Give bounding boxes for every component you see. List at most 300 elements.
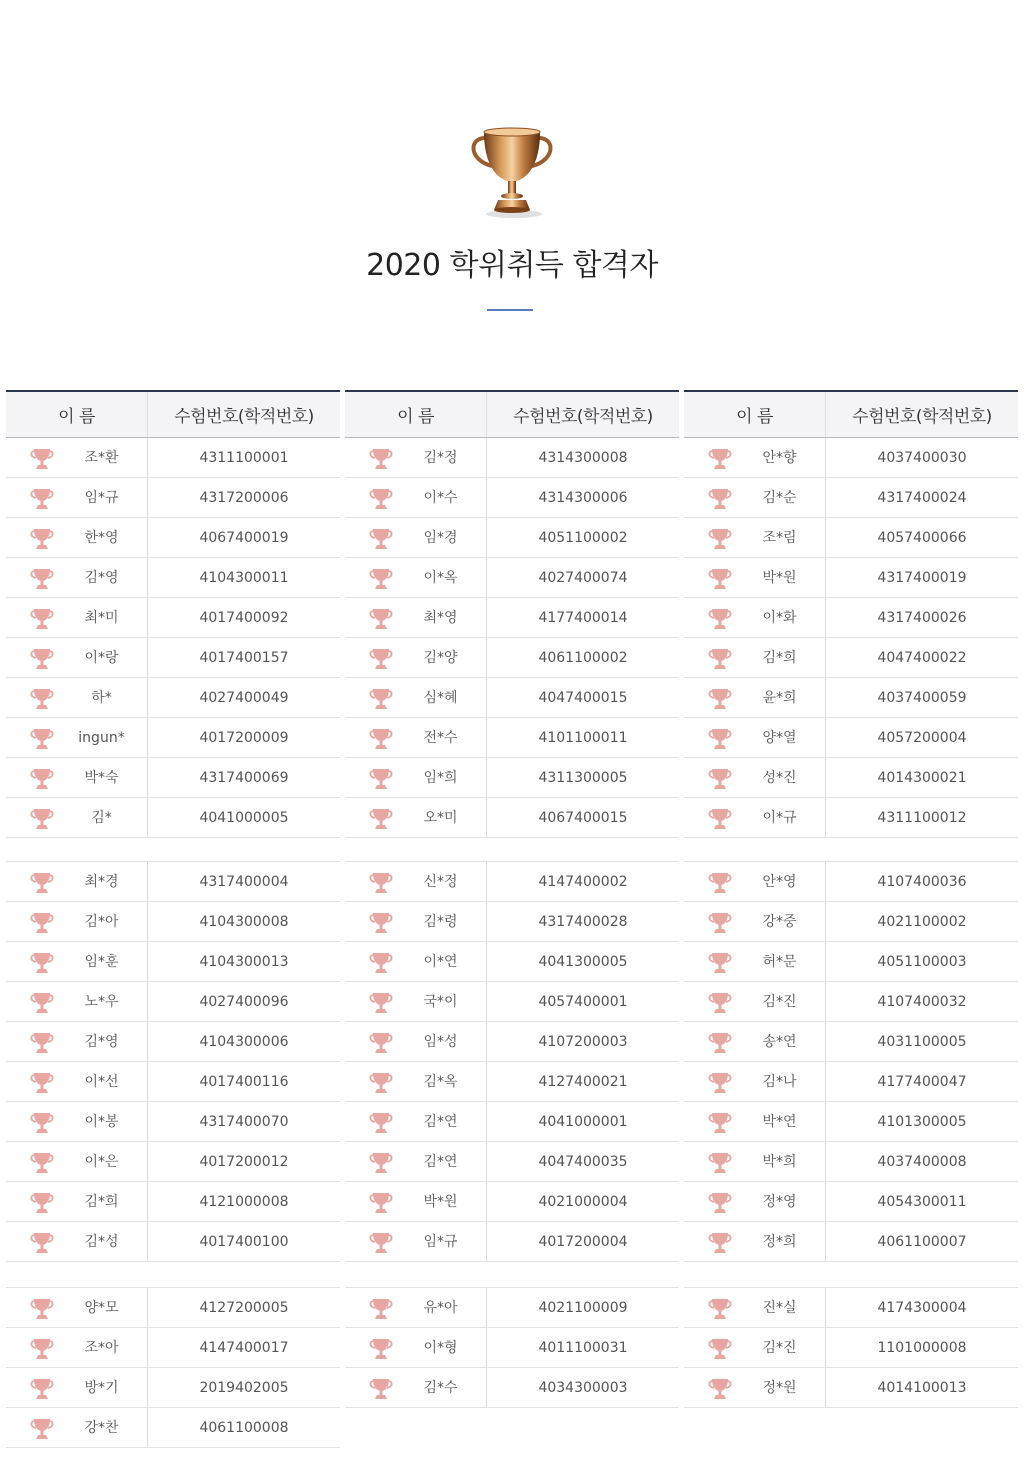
- name-cell: [684, 1062, 825, 1101]
- name-cell: [684, 758, 825, 797]
- exam-number: 4061100007: [825, 1222, 1018, 1261]
- name-cell: [345, 438, 486, 477]
- table-row: [684, 518, 1018, 558]
- trophy-icon: [30, 1232, 54, 1254]
- candidate-name: 임*경: [423, 530, 458, 546]
- candidate-name: 최*경: [84, 874, 119, 890]
- name-cell: [345, 1062, 486, 1101]
- trophy-icon: [369, 1298, 393, 1320]
- trophy-icon: [708, 1032, 732, 1054]
- candidate-name: 최*미: [84, 610, 119, 626]
- exam-number: 4177400047: [825, 1062, 1018, 1101]
- trophy-icon: [369, 912, 393, 934]
- candidate-name: 임*규: [423, 1234, 458, 1250]
- trophy-icon: [708, 1338, 732, 1360]
- name-cell: [684, 862, 825, 901]
- name-cell: [6, 638, 147, 677]
- exam-number: 4314300006: [486, 478, 679, 517]
- trophy-icon: [369, 1338, 393, 1360]
- table-row: [684, 638, 1018, 678]
- exam-number: 4107400036: [825, 862, 1018, 901]
- name-cell: [6, 558, 147, 597]
- trophy-icon: [708, 1378, 732, 1400]
- trophy-icon: [708, 872, 732, 894]
- trophy-icon: [30, 952, 54, 974]
- trophy-icon: [708, 1232, 732, 1254]
- candidate-name: 국*이: [423, 994, 458, 1010]
- trophy-icon: [708, 608, 732, 630]
- exam-number: 4027400096: [147, 982, 340, 1021]
- table-row: [684, 982, 1018, 1022]
- candidate-name: 심*혜: [423, 690, 458, 706]
- exam-number: 4014300021: [825, 758, 1018, 797]
- exam-number: 4037400030: [825, 438, 1018, 477]
- trophy-icon: [708, 952, 732, 974]
- table-row: [684, 1022, 1018, 1062]
- candidate-name: 김*성: [84, 1234, 119, 1250]
- name-cell: [345, 982, 486, 1021]
- candidate-name: 박*원: [762, 570, 797, 586]
- exam-number: 4317400019: [825, 558, 1018, 597]
- trophy-icon: [369, 568, 393, 590]
- name-cell: [684, 438, 825, 477]
- table-row: [684, 902, 1018, 942]
- exam-number: 4311100012: [825, 798, 1018, 837]
- exam-number: 4177400014: [486, 598, 679, 637]
- table-row: [345, 1328, 679, 1368]
- exam-number: 4104300013: [147, 942, 340, 981]
- trophy-icon: [369, 992, 393, 1014]
- exam-number: 4101100011: [486, 718, 679, 757]
- candidate-name: 김*영: [84, 1034, 119, 1050]
- table-row: [6, 1408, 340, 1448]
- table-row: [345, 678, 679, 718]
- table-row: [684, 438, 1018, 478]
- table-row: [6, 982, 340, 1022]
- exam-number: 4047400015: [486, 678, 679, 717]
- table-row: [6, 1328, 340, 1368]
- name-cell: [684, 1368, 825, 1407]
- candidate-name: 전*수: [423, 730, 458, 746]
- exam-number: 4041000005: [147, 798, 340, 837]
- candidate-name: 이*규: [762, 810, 797, 826]
- exam-number: 4011100031: [486, 1328, 679, 1367]
- trophy-icon: [708, 992, 732, 1014]
- trophy-icon: [369, 1032, 393, 1054]
- name-cell: [684, 518, 825, 557]
- name-cell: [684, 1328, 825, 1367]
- candidate-name: 송*연: [762, 1034, 797, 1050]
- trophy-icon: [369, 488, 393, 510]
- name-cell: [345, 942, 486, 981]
- table-row: [6, 1142, 340, 1182]
- trophy-icon: [369, 1192, 393, 1214]
- candidate-name: 박*원: [423, 1194, 458, 1210]
- name-cell: [345, 1328, 486, 1367]
- table-row: [684, 1288, 1018, 1328]
- trophy-icon: [708, 688, 732, 710]
- name-cell: [6, 598, 147, 637]
- header-name: 이 름: [397, 407, 434, 427]
- name-cell: [6, 1102, 147, 1141]
- name-cell: [684, 1182, 825, 1221]
- candidate-name: 성*진: [762, 770, 797, 786]
- table-row: [345, 1182, 679, 1222]
- name-cell: [345, 478, 486, 517]
- group-spacer: [684, 1262, 1018, 1288]
- name-cell: [345, 1182, 486, 1221]
- exam-number: 4047400022: [825, 638, 1018, 677]
- table-row: [345, 942, 679, 982]
- candidate-name: 임*희: [423, 770, 458, 786]
- trophy-icon: [30, 648, 54, 670]
- exam-number: 4104300006: [147, 1022, 340, 1061]
- candidate-name: 김*영: [84, 570, 119, 586]
- candidate-name: 김*령: [423, 914, 458, 930]
- name-cell: [345, 678, 486, 717]
- candidate-name: 정*영: [762, 1194, 797, 1210]
- trophy-icon: [369, 648, 393, 670]
- trophy-icon: [708, 1072, 732, 1094]
- name-cell: [345, 1102, 486, 1141]
- name-cell: [684, 1222, 825, 1261]
- name-cell: [6, 982, 147, 1021]
- candidate-name: 김*연: [423, 1114, 458, 1130]
- candidate-name: 이*옥: [423, 570, 458, 586]
- name-cell: [684, 942, 825, 981]
- trophy-icon: [708, 808, 732, 830]
- exam-number: 4317400026: [825, 598, 1018, 637]
- table-row: [684, 1062, 1018, 1102]
- trophy-icon: [708, 488, 732, 510]
- table-row: [345, 1062, 679, 1102]
- name-cell: [345, 1222, 486, 1261]
- trophy-icon: [369, 808, 393, 830]
- table-row: [6, 862, 340, 902]
- trophy-icon: [369, 872, 393, 894]
- group-spacer: [684, 838, 1018, 862]
- name-cell: [684, 1022, 825, 1061]
- candidate-name: 이*화: [762, 610, 797, 626]
- group-spacer: [345, 838, 679, 862]
- name-cell: [6, 718, 147, 757]
- table-row: [684, 1328, 1018, 1368]
- name-cell: [345, 902, 486, 941]
- name-cell: [684, 718, 825, 757]
- table-row: [345, 862, 679, 902]
- name-cell: [345, 862, 486, 901]
- name-cell: [6, 1222, 147, 1261]
- exam-number: 4051100003: [825, 942, 1018, 981]
- trophy-icon: [708, 1192, 732, 1214]
- trophy-icon: [30, 568, 54, 590]
- table-row: [345, 758, 679, 798]
- name-cell: [684, 1102, 825, 1141]
- page-title: 2020 학위취득 합격자: [366, 248, 658, 283]
- trophy-icon: [30, 1338, 54, 1360]
- table-row: [6, 1222, 340, 1262]
- trophy-icon: [369, 528, 393, 550]
- trophy-icon: [30, 1112, 54, 1134]
- exam-number: 4067400015: [486, 798, 679, 837]
- candidate-name: 이*랑: [84, 650, 119, 666]
- trophy-icon: [369, 728, 393, 750]
- table-row: [6, 438, 340, 478]
- table-row: [6, 678, 340, 718]
- trophy-icon: [708, 1112, 732, 1134]
- exam-number: 4057400066: [825, 518, 1018, 557]
- hero-section: [0, 0, 1024, 360]
- exam-number: 4047400035: [486, 1142, 679, 1181]
- trophy-icon: [30, 488, 54, 510]
- results-table-3: [684, 390, 1018, 1408]
- exam-number: 4017400092: [147, 598, 340, 637]
- trophy-icon: [30, 1378, 54, 1400]
- exam-number: 4057400001: [486, 982, 679, 1021]
- table-row: [684, 798, 1018, 838]
- table-row: [345, 438, 679, 478]
- exam-number: 2019402005: [147, 1368, 340, 1407]
- header-name: 이 름: [58, 407, 95, 427]
- exam-number: 1101000008: [825, 1328, 1018, 1367]
- name-cell: [6, 1368, 147, 1407]
- name-cell: [6, 1408, 147, 1447]
- trophy-icon: [30, 1072, 54, 1094]
- exam-number: 4147400002: [486, 862, 679, 901]
- candidate-name: 이*선: [84, 1074, 119, 1090]
- trophy-icon: [369, 608, 393, 630]
- candidate-name: 이*연: [423, 954, 458, 970]
- candidate-name: 하*: [91, 690, 112, 706]
- trophy-icon: [30, 768, 54, 790]
- name-cell: [6, 1288, 147, 1327]
- trophy-icon: [708, 1298, 732, 1320]
- exam-number: 4057200004: [825, 718, 1018, 757]
- name-cell: [345, 558, 486, 597]
- exam-number: 4317400004: [147, 862, 340, 901]
- exam-number: 4121000008: [147, 1182, 340, 1221]
- exam-number: 4021000004: [486, 1182, 679, 1221]
- table-row: [6, 758, 340, 798]
- candidate-name: 양*모: [84, 1300, 119, 1316]
- name-cell: [684, 678, 825, 717]
- table-row: [6, 1182, 340, 1222]
- candidate-name: 안*향: [762, 450, 797, 466]
- trophy-icon: [30, 992, 54, 1014]
- name-cell: [345, 1368, 486, 1407]
- table-header: [684, 390, 1018, 438]
- table-row: [345, 902, 679, 942]
- name-cell: [345, 1142, 486, 1181]
- table-row: [6, 518, 340, 558]
- table-header: [345, 390, 679, 438]
- exam-number: 4017400100: [147, 1222, 340, 1261]
- candidate-name: 이*은: [84, 1154, 119, 1170]
- table-row: [6, 478, 340, 518]
- table-row: [684, 718, 1018, 758]
- candidate-name: 조*환: [84, 450, 119, 466]
- candidate-name: 정*원: [762, 1380, 797, 1396]
- table-row: [6, 1022, 340, 1062]
- candidate-name: 강*중: [762, 914, 797, 930]
- name-cell: [6, 862, 147, 901]
- candidate-name: 김*수: [423, 1380, 458, 1396]
- name-cell: [6, 478, 147, 517]
- candidate-name: 노*우: [84, 994, 119, 1010]
- candidate-name: 윤*희: [762, 690, 797, 706]
- candidate-name: 조*림: [762, 530, 797, 546]
- candidate-name: 유*아: [423, 1300, 458, 1316]
- table-row: [684, 862, 1018, 902]
- trophy-icon: [708, 448, 732, 470]
- candidate-name: 김*양: [423, 650, 458, 666]
- table-row: [684, 1368, 1018, 1408]
- name-cell: [6, 1022, 147, 1061]
- table-row: [684, 1182, 1018, 1222]
- exam-number: 4061100008: [147, 1408, 340, 1447]
- table-row: [684, 598, 1018, 638]
- candidate-name: 김*진: [762, 1340, 797, 1356]
- name-cell: [6, 902, 147, 941]
- exam-number: 4017200012: [147, 1142, 340, 1181]
- trophy-icon: [30, 1418, 54, 1440]
- exam-number: 4061100002: [486, 638, 679, 677]
- table-row: [345, 982, 679, 1022]
- trophy-icon: [462, 124, 562, 220]
- header-name: 이 름: [736, 407, 773, 427]
- candidate-name: ingun*: [78, 730, 125, 746]
- exam-number: 4067400019: [147, 518, 340, 557]
- table-row: [6, 798, 340, 838]
- table-row: [345, 1102, 679, 1142]
- name-cell: [6, 758, 147, 797]
- table-row: [6, 558, 340, 598]
- candidate-name: 김*희: [762, 650, 797, 666]
- exam-number: 4317400070: [147, 1102, 340, 1141]
- exam-number: 4017200009: [147, 718, 340, 757]
- candidate-name: 조*아: [84, 1340, 119, 1356]
- name-cell: [6, 438, 147, 477]
- candidate-name: 신*정: [423, 874, 458, 890]
- trophy-icon: [369, 1072, 393, 1094]
- name-cell: [684, 478, 825, 517]
- table-row: [684, 558, 1018, 598]
- exam-number: 4104300008: [147, 902, 340, 941]
- table-row: [345, 1368, 679, 1408]
- trophy-icon: [708, 912, 732, 934]
- trophy-icon: [369, 1152, 393, 1174]
- candidate-name: 박*숙: [84, 770, 119, 786]
- header-number: 수험번호(학적번호): [147, 392, 340, 437]
- candidate-name: 김*연: [423, 1154, 458, 1170]
- candidate-name: 강*찬: [84, 1420, 119, 1436]
- table-row: [345, 1288, 679, 1328]
- table-row: [6, 638, 340, 678]
- table-row: [345, 518, 679, 558]
- table-row: [6, 718, 340, 758]
- exam-number: 4027400074: [486, 558, 679, 597]
- candidate-name: 이*수: [423, 490, 458, 506]
- exam-number: 4041300005: [486, 942, 679, 981]
- exam-number: 4127200005: [147, 1288, 340, 1327]
- trophy-icon: [369, 952, 393, 974]
- name-cell: [6, 798, 147, 837]
- exam-number: 4054300011: [825, 1182, 1018, 1221]
- trophy-icon: [30, 688, 54, 710]
- exam-number: 4031100005: [825, 1022, 1018, 1061]
- table-row: [684, 1142, 1018, 1182]
- candidate-name: 김*아: [84, 914, 119, 930]
- trophy-icon: [369, 448, 393, 470]
- name-cell: [684, 638, 825, 677]
- candidate-name: 임*훈: [84, 954, 119, 970]
- exam-number: 4104300011: [147, 558, 340, 597]
- table-row: [345, 798, 679, 838]
- table-row: [345, 478, 679, 518]
- candidate-name: 이*형: [423, 1340, 458, 1356]
- candidate-name: 진*실: [762, 1300, 797, 1316]
- name-cell: [345, 598, 486, 637]
- trophy-icon: [30, 1152, 54, 1174]
- candidate-name: 이*봉: [84, 1114, 119, 1130]
- exam-number: 4021100002: [825, 902, 1018, 941]
- trophy-icon: [369, 1232, 393, 1254]
- table-row: [6, 1102, 340, 1142]
- table-row: [6, 1288, 340, 1328]
- candidate-name: 양*열: [762, 730, 797, 746]
- exam-number: 4311100001: [147, 438, 340, 477]
- trophy-icon: [708, 768, 732, 790]
- trophy-icon: [30, 448, 54, 470]
- trophy-icon: [30, 808, 54, 830]
- trophy-icon: [708, 728, 732, 750]
- trophy-icon: [369, 768, 393, 790]
- header-number: 수험번호(학적번호): [486, 392, 679, 437]
- candidate-name: 김*순: [762, 490, 797, 506]
- candidate-name: 김*: [91, 810, 112, 826]
- table-row: [6, 598, 340, 638]
- table-row: [684, 678, 1018, 718]
- name-cell: [345, 518, 486, 557]
- table-row: [684, 758, 1018, 798]
- trophy-icon: [708, 648, 732, 670]
- trophy-icon: [30, 1032, 54, 1054]
- name-cell: [6, 1062, 147, 1101]
- name-cell: [6, 1328, 147, 1367]
- table-row: [684, 478, 1018, 518]
- name-cell: [345, 758, 486, 797]
- table-header: [6, 390, 340, 438]
- name-cell: [345, 1288, 486, 1327]
- exam-number: 4107400032: [825, 982, 1018, 1021]
- candidate-name: 최*영: [423, 610, 458, 626]
- name-cell: [6, 1182, 147, 1221]
- name-cell: [6, 942, 147, 981]
- table-row: [684, 1222, 1018, 1262]
- table-row: [345, 1142, 679, 1182]
- exam-number: 4314300008: [486, 438, 679, 477]
- candidate-name: 임*성: [423, 1034, 458, 1050]
- exam-number: 4034300003: [486, 1368, 679, 1407]
- exam-number: 4317200006: [147, 478, 340, 517]
- table-row: [345, 1022, 679, 1062]
- name-cell: [345, 798, 486, 837]
- name-cell: [6, 678, 147, 717]
- exam-number: 4147400017: [147, 1328, 340, 1367]
- trophy-icon: [30, 608, 54, 630]
- trophy-icon: [708, 568, 732, 590]
- candidate-name: 김*나: [762, 1074, 797, 1090]
